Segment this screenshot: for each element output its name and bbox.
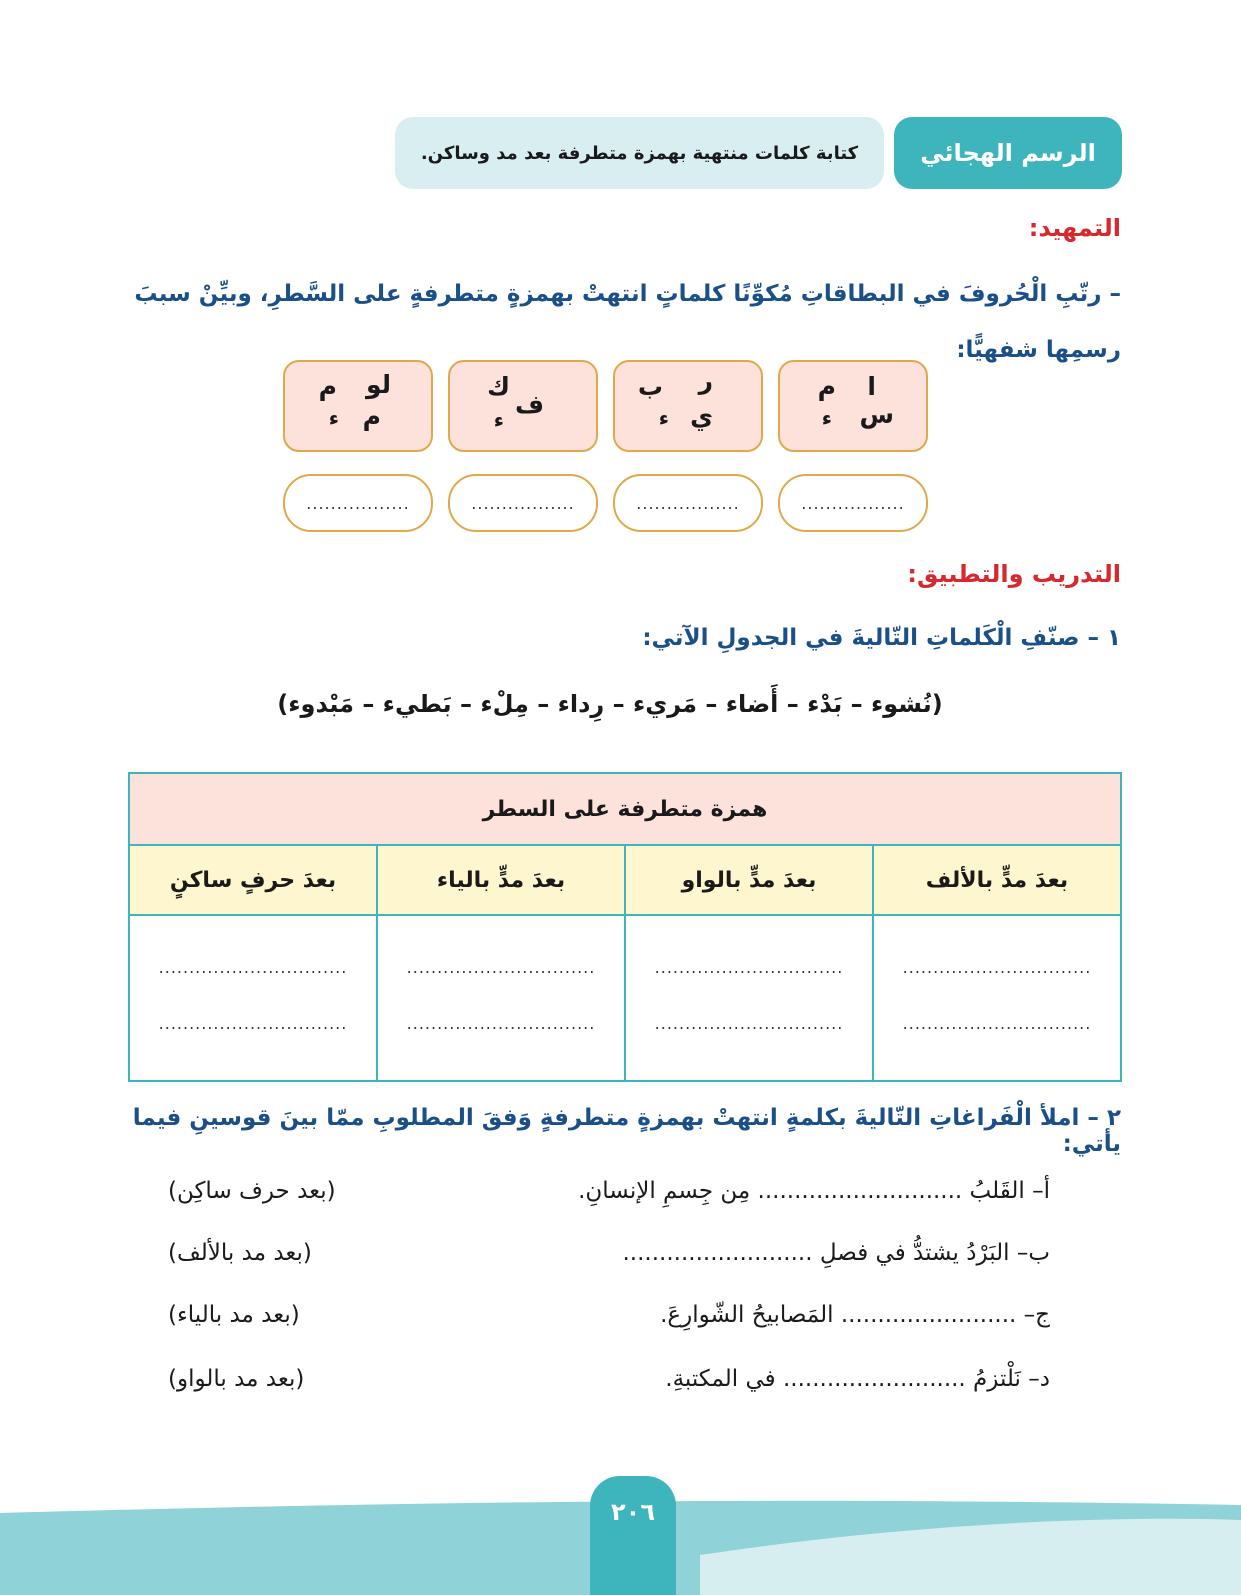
item-sentence[interactable]: ج– ........................ المَصابيحُ الشّوارِعَ. <box>660 1302 1050 1328</box>
card-letter: ء <box>821 406 832 430</box>
lesson-subtitle: كتابة كلمات منتهية بهمزة متطرفة بعد مد وساكن. <box>395 117 884 189</box>
answer-boxes <box>278 474 928 532</box>
item-hint: (بعد مد بالياء) <box>168 1302 300 1328</box>
answer-box[interactable]: ................. <box>283 474 433 532</box>
table-cell[interactable] <box>625 915 873 1081</box>
column-header-yaa: بعدَ مدٍّ بالياء <box>377 845 625 915</box>
blank-line[interactable]: ............................... <box>654 958 844 977</box>
fill-item <box>150 1366 1050 1406</box>
blank-line[interactable]: ............................... <box>902 1014 1092 1033</box>
item-sentence[interactable]: ب– البَرْدُ يشتدُّ في فصلِ .......................... <box>622 1240 1050 1266</box>
column-header-alef: بعدَ مدٍّ بالألف <box>873 845 1121 915</box>
table-header: همزة متطرفة على السطر <box>129 773 1121 845</box>
practice-title: التدريب والتطبيق: <box>907 560 1121 588</box>
card-letter: ء <box>658 406 669 430</box>
fill-item <box>150 1240 1050 1280</box>
card-letter: م <box>817 372 836 401</box>
item-hint: (بعد مد بالألف) <box>168 1240 312 1266</box>
blank-line[interactable]: ............................... <box>406 958 596 977</box>
answer-box[interactable]: ................. <box>778 474 928 532</box>
letter-card <box>283 360 433 452</box>
card-letter: م <box>318 372 337 401</box>
card-letter: ء <box>328 406 339 430</box>
blank-line[interactable]: ............................... <box>158 958 348 977</box>
card-letter: ك <box>487 372 510 401</box>
item-sentence[interactable]: د– نَلْتزمُ ......................... في المكتبةِ. <box>665 1366 1050 1392</box>
lesson-header <box>395 117 1122 189</box>
blank-line[interactable]: ............................... <box>406 1014 596 1033</box>
intro-instruction-line1: – رتّبِ الْحُروفَ في البطاقاتِ مُكوِّنًا كلماتٍ انتهتْ بهمزةٍ متطرفةٍ على السَّطرِ، وبيِّنْ سببَ <box>134 281 1121 307</box>
card-letter: م <box>362 402 381 431</box>
letter-card <box>448 360 598 452</box>
table-cell[interactable] <box>129 915 377 1081</box>
word-list: (نُشوء – بَدْء – أَضاء – مَريء – رِداء – مِلْء – بَطيء – مَبْدوء) <box>277 690 943 718</box>
topic-badge: الرسم الهجائي <box>894 117 1122 189</box>
card-letter: ي <box>690 402 713 431</box>
item-sentence[interactable]: أ– القَلبُ ............................ مِن جِسمِ الإنسانِ. <box>578 1178 1050 1204</box>
card-letter: ا <box>867 372 876 401</box>
card-letter: س <box>859 400 894 429</box>
card-letter: لو <box>365 370 391 399</box>
column-header-sakin: بعدَ حرفٍ ساكنٍ <box>129 845 377 915</box>
table-cell[interactable] <box>873 915 1121 1081</box>
column-header-waw: بعدَ مدٍّ بالواو <box>625 845 873 915</box>
question-2: ٢ – املأ الْفَراغاتِ التّاليةَ بكلمةٍ انتهتْ بهمزةٍ متطرفةٍ وَفقَ المطلوبِ ممّا بينَ قوسينِ فيما يأتي: <box>132 1105 1121 1157</box>
fill-item <box>150 1302 1050 1342</box>
blank-line[interactable]: ............................... <box>902 958 1092 977</box>
card-letter: ء <box>493 408 504 432</box>
question-1: ١ – صنّفِ الْكَلماتِ التّاليةَ في الجدولِ الآتي: <box>642 625 1121 651</box>
letter-card <box>613 360 763 452</box>
blank-line[interactable]: ............................... <box>158 1014 348 1033</box>
table-cell[interactable] <box>377 915 625 1081</box>
blank-line[interactable]: ............................... <box>654 1014 844 1033</box>
intro-title: التمهيد: <box>1028 214 1121 242</box>
card-letter: ب <box>637 372 663 401</box>
card-letter: ف <box>514 390 544 419</box>
classification-table <box>128 772 1122 1082</box>
intro-instruction-line2: رسمِها شفهيًّا: <box>956 337 1121 363</box>
item-hint: (بعد حرف ساكِن) <box>168 1178 336 1204</box>
page-number: ٢٠٦ <box>590 1476 676 1595</box>
answer-box[interactable]: ................. <box>613 474 763 532</box>
letter-card <box>778 360 928 452</box>
fill-item <box>150 1178 1050 1218</box>
letter-cards <box>278 360 928 452</box>
card-letter: ر <box>698 366 713 395</box>
answer-box[interactable]: ................. <box>448 474 598 532</box>
item-hint: (بعد مد بالواو) <box>168 1366 305 1392</box>
